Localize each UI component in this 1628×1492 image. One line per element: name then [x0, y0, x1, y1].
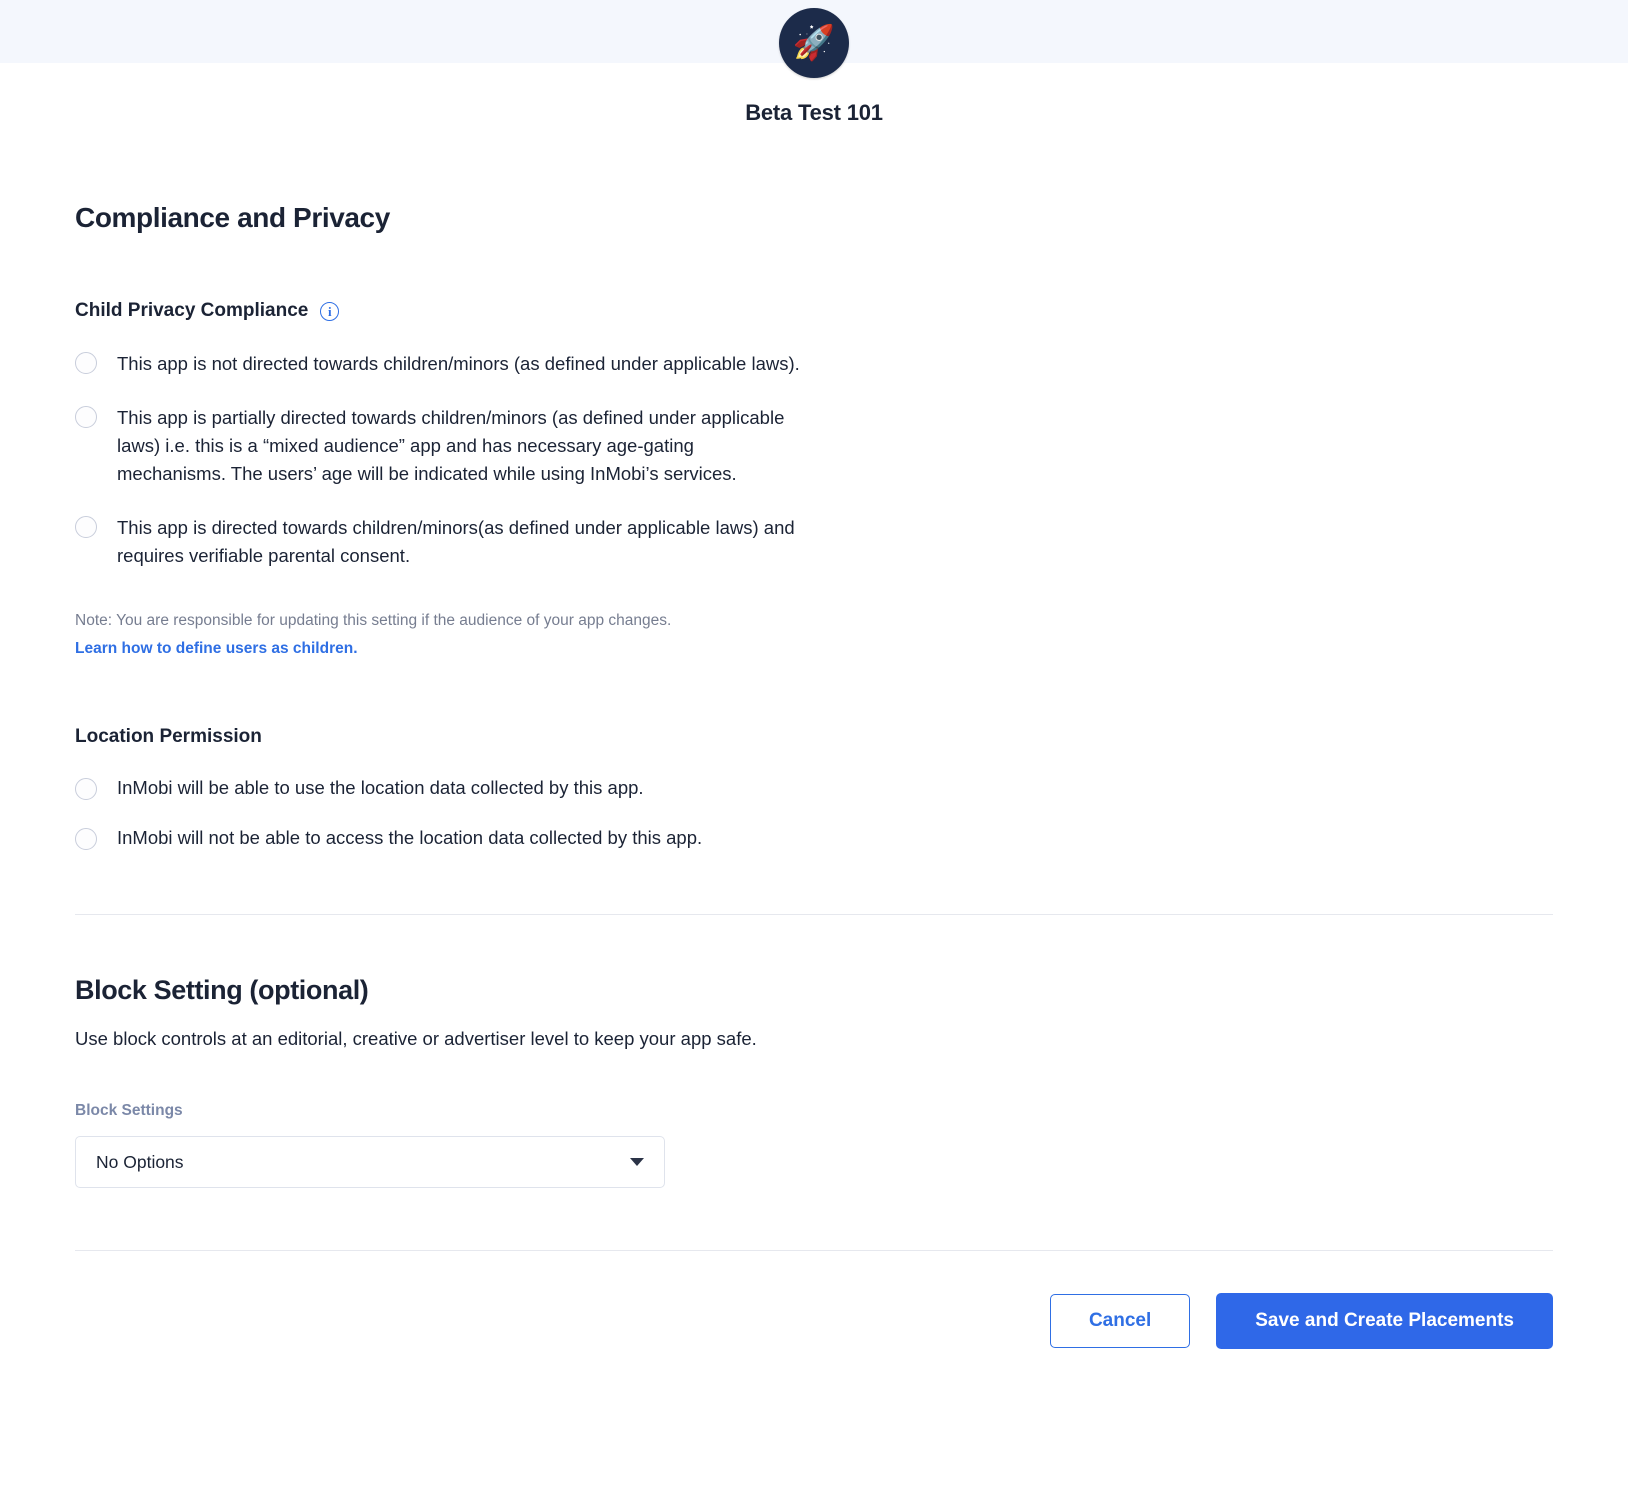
radio-option-location-deny[interactable]	[75, 824, 1553, 852]
child-privacy-label: Child Privacy Compliance	[75, 300, 309, 321]
radio-option-label: InMobi will not be able to access the location data collected by this app.	[117, 827, 703, 848]
child-privacy-radio-group	[75, 350, 1553, 570]
radio-option-label: InMobi will be able to use the location data collected by this app.	[117, 777, 644, 798]
block-settings-selected-value: No Options	[96, 1151, 184, 1172]
radio-button[interactable]	[75, 828, 97, 850]
location-permission-radio-group	[75, 774, 1553, 852]
radio-button[interactable]	[75, 406, 97, 428]
radio-button[interactable]	[75, 352, 97, 374]
rocket-glyph: 🚀	[792, 24, 836, 62]
radio-option-label: This app is not directed towards children/minors (as defined under applicable laws).	[117, 353, 800, 374]
radio-button[interactable]	[75, 516, 97, 538]
radio-option-location-allow[interactable]	[75, 774, 1553, 802]
block-setting-description: Use block controls at an editorial, creative or advertiser level to keep your app safe.	[75, 1028, 757, 1049]
block-setting-title: Block Setting (optional)	[75, 975, 369, 1005]
radio-option-not-directed[interactable]	[75, 350, 1553, 378]
radio-option-label: This app is partially directed towards children/minors (as defined under applicable laws) i.e. this is a “mixed audience” app and has necessary age-gating mechanisms. The users’ age will be indicated while using InMobi’s services.	[117, 407, 785, 484]
cancel-button[interactable]: Cancel	[1050, 1294, 1190, 1348]
child-privacy-heading	[75, 300, 1553, 322]
learn-more-link[interactable]: Learn how to define users as children.	[75, 640, 358, 657]
page-title: Beta Test 101	[745, 100, 883, 125]
block-settings-select[interactable]	[75, 1136, 665, 1188]
radio-option-directed[interactable]	[75, 514, 1553, 570]
block-settings-field-label: Block Settings	[75, 1102, 183, 1119]
radio-option-label: This app is directed towards children/minors(as defined under applicable laws) and requires verifiable parental consent.	[117, 517, 795, 566]
radio-button[interactable]	[75, 778, 97, 800]
chevron-down-icon[interactable]	[630, 1158, 644, 1166]
location-permission-heading	[75, 726, 1553, 748]
main-content	[0, 202, 1628, 1389]
note-text: Note: You are responsible for updating this setting if the audience of your app changes.	[75, 612, 672, 629]
info-icon[interactable]: i	[320, 302, 339, 321]
radio-option-partially-directed[interactable]	[75, 404, 1553, 488]
rocket-icon	[779, 8, 849, 78]
section-divider	[75, 914, 1553, 915]
app-header	[0, 0, 1628, 126]
save-and-create-placements-button[interactable]: Save and Create Placements	[1216, 1293, 1553, 1349]
form-actions	[75, 1251, 1553, 1389]
location-permission-label: Location Permission	[75, 726, 262, 747]
compliance-section-title: Compliance and Privacy	[75, 202, 390, 233]
child-privacy-note	[75, 610, 1553, 660]
